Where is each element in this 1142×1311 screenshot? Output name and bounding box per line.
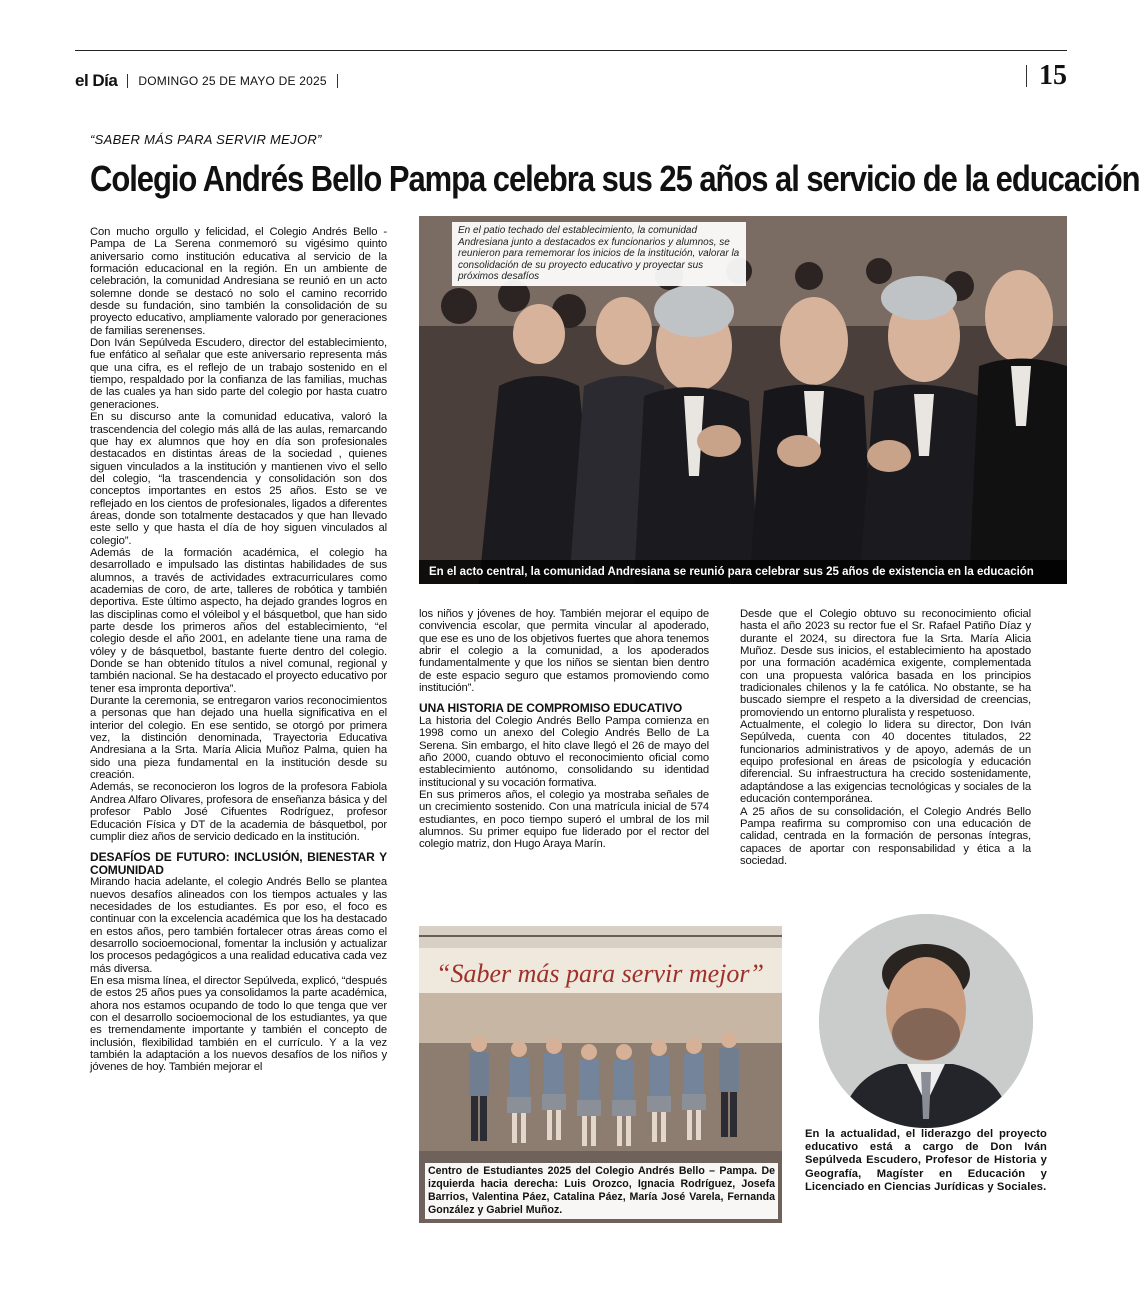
article-kicker: “SABER MÁS PARA SERVIR MEJOR”: [90, 132, 322, 147]
section-subhead: UNA HISTORIA DE COMPROMISO EDUCATIVO: [419, 701, 683, 716]
article-column-3: [740, 608, 1031, 867]
article-column-2: [419, 608, 709, 851]
page-number: 15: [1039, 60, 1067, 91]
main-photo-inset-caption: En el patio techado del establecimiento, la comunidad Andresiana junto a destacados ex funcionarios y alumnos, se reunieron para rememorar los inicios de la institución, valorar la consolidación de su proyecto educativo y proyectar sus próximos desafíos: [452, 222, 746, 286]
paragraph: Además, se reconocieron los logros de la profesora Fabiola Andrea Alfaro Olivares, profesora de enseñanza básica y del profesor Pablo José Cifuentes Rodríguez, profesor Educación Física y DT de la academia de básquetbol, por cumplir diez años de servicio dedicado en la institución.: [90, 781, 387, 843]
paragraph: Don Iván Sepúlveda Escudero, director del establecimiento, fue enfático al señalar que este aniversario representa más que una cifra, es el reflejo de un trabajo sostenido en el tiempo, respaldado por la confianza de las familias, muchas de las cuales ya han sido parte del colegio por hasta cuatro generaciones.: [90, 337, 387, 411]
paragraph: Actualmente, el colegio lo lidera su director, Don Iván Sepúlveda, cuenta con 40 docentes titulados, 22 funcionarios administrativos y de apoyo, además de un equipo profesional en áreas de psicología y educación diferencial. Su infraestructura ha crecido sostenidamente, adaptándose a las exigencias tecnológicas y sociales de la educación contemporánea.: [740, 719, 1031, 806]
paragraph: La historia del Colegio Andrés Bello Pampa comienza en 1998 como un anexo del Colegio Andrés Bello de La Serena. Sin embargo, el hito clave llegó el 26 de mayo del año 2000, cuando obtuvo el reconocimiento oficial como establecimiento autónomo, consolidando su identidad institucional y su vocación formativa.: [419, 714, 709, 789]
director-illustration: [819, 914, 1033, 1128]
banner-motto: “Saber más para servir mejor”: [436, 959, 764, 988]
student-council-caption: Centro de Estudiantes 2025 del Colegio Andrés Bello – Pampa. De izquierda hacia derecha: Luis Orozco, Ignacia Rodríguez, Josefa Barrios, Valentina Páez, Catalina Páez, María José Varela, Fernanda González y Gabriel Muñoz.: [425, 1163, 778, 1219]
director-portrait: [819, 914, 1033, 1128]
masthead-separator: [127, 74, 128, 88]
masthead: [75, 70, 348, 92]
issue-date: DOMINGO 25 DE MAYO DE 2025: [138, 74, 327, 88]
top-rule: [75, 50, 1067, 51]
paragraph: Mirando hacia adelante, el colegio Andrés Bello se plantea nuevos desafíos alineados con los tiempos actuales y las necesidades de los estudiantes. Es por eso, el foco es continuar con la excelencia académica que los ha destacado en estos años, pero también fortalecer otras áreas como el desarrollo socioemocional, fomentar la inclusión y actualizar los procesos pedagógicos a una realidad educativa cada vez más diversa.: [90, 876, 387, 975]
paragraph: los niños y jóvenes de hoy. También mejorar el equipo de convivencia escolar, que permita vincular al apoderado, que ese es uno de los objetivos fuertes que ahora tenemos abrir el colegio a la comunidad, a los apoderados fundamentalmente y que los niños se sientan bien dentro de este espacio seguro que estamos promoviendo como institución”.: [419, 608, 709, 695]
article-headline: Colegio Andrés Bello Pampa celebra sus 25 años al servicio de la educación: [90, 158, 1140, 199]
paragraph: Con mucho orgullo y felicidad, el Colegio Andrés Bello - Pampa de La Serena conmemoró su vigésimo quinto aniversario como institución educativa al servicio de la formación educacional en la región. En un ambiente de celebración, la comunidad Andresiana se reunió en un acto solemne donde se destacó no solo el camino recorrido desde su fundación, sino también la consolidación de su proyecto educativo, ampliamente valorado por generaciones de familias serenenses.: [90, 226, 387, 337]
page-number-separator: [1026, 65, 1027, 87]
paragraph: Además de la formación académica, el colegio ha desarrollado e impulsado las distintas habilidades de sus alumnos, a través de actividades extracurriculares como academias de coro, de arte, talleres de robótica y también deportiva. Este último aspecto, ha dejado grandes logros en las disciplinas como el vóleibol y el básquetbol, que han sido parte desde los primeros años del establecimiento, “el colegio desde el año 2001, en adelante tiene una rama de vóley y de básquetbol, bastante fuerte dentro del colegio. Donde se han obtenido títulos a nivel comunal, regional y también nacional. Se ha destacado el proyecto educativo por tener esa impronta deportiva”.: [90, 546, 387, 695]
paragraph: En esa misma línea, el director Sepúlveda, explicó, “después de estos 25 años pues ya consolidamos la parte académica, ahora nos estamos ocupando de todo lo que tenga que ver con el desarrollo socioemocional de los estudiantes, ya que es tremendamente importante y también el concepto de inclusión, flexibilidad también en el currículo. Y a la vez también la adaptación a los nuevos desafíos de los niños y jóvenes de hoy. También mejorar el: [90, 974, 387, 1074]
paragraph: Desde que el Colegio obtuvo su reconocimiento oficial hasta el año 2023 su rector fue el Sr. Rafael Patiño Díaz y durante el 2024, su directora fue la Srta. María Alicia Muñoz. Desde sus inicios, el establecimiento ha apostado por una formación académica exigente, complementada con una propuesta valórica basada en los principios tradicionales chilenos y la fe católica. No obstante, se ha buscado siempre el respeto a la diversidad de creencias, promoviendo un entorno pluralista y respetuoso.: [740, 608, 1031, 719]
page-number-block: [1016, 60, 1067, 92]
paragraph: En su discurso ante la comunidad educativa, valoró la trascendencia del colegio más allá de las aulas, remarcando que hay ex alumnos que hoy en día son profesionales destacados en distintas áreas de la sociedad , quienes siguen vinculados a la institución y mantienen vivo el sello del colegio, “la trascendencia y consolidación son dos conceptos importantes en estos 25 años. Esto se ve reflejado en los cientos de profesionales, ligados a diferentes áreas, donde son totalmente destacados y que han llevado este sello y que hasta el día de hoy siguen vinculados al colegio”.: [90, 411, 387, 547]
masthead-separator: [337, 74, 338, 88]
article-column-1: [90, 226, 387, 1074]
section-subhead: DESAFÍOS DE FUTURO: INCLUSIÓN, BIENESTAR Y COMUNIDAD: [90, 850, 387, 877]
paragraph: A 25 años de su consolidación, el Colegio Andrés Bello Pampa reafirma su compromiso con una educación de calidad, centrada en la formación de personas íntegras, capaces de aportar con responsabilidad y ética a la sociedad.: [740, 805, 1031, 867]
main-photo-caption: En el acto central, la comunidad Andresiana se reunió para celebrar sus 25 años de existencia en la educación: [419, 560, 1067, 584]
director-caption: En la actualidad, el liderazgo del proyecto educativo está a cargo de Don Iván Sepúlveda Escudero, Profesor de Historia y Geografía, Magíster en Educación y Licenciado en Ciencias Jurídicas y Sociales.: [805, 1128, 1047, 1193]
paragraph: En sus primeros años, el colegio ya mostraba señales de un crecimiento sostenido. Con una matrícula inicial de 574 estudiantes, en poco tiempo superó el umbral de los mil alumnos. Su primer equipo fue liderado por el rector del colegio matriz, don Hugo Araya Marín.: [419, 788, 709, 851]
newspaper-logo: el Día: [75, 71, 118, 90]
paragraph: Durante la ceremonia, se entregaron varios reconocimientos a personas que han dejado una huella significativa en el interior del colegio. En ese sentido, se otorgó por primera vez, la distinción denominada, Trayectoria Educativa Andresiana a la Srta. María Alicia Muñoz Palma, quien ha sido una pieza fundamental en la institución desde su creación.: [90, 695, 387, 782]
